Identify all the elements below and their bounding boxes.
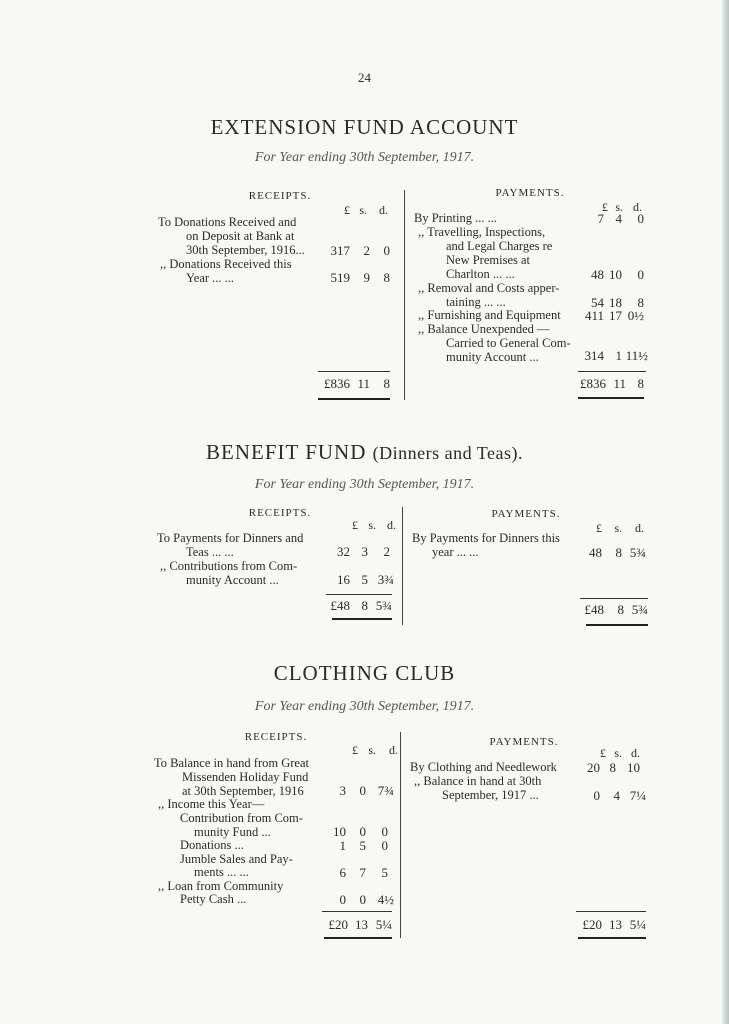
ben-p-total-double-rule	[586, 624, 648, 626]
clo-r-line-2: at 30th September, 1916	[182, 784, 304, 798]
ben-r-total-double-rule	[332, 618, 392, 620]
clo-r-line-7: Jumble Sales and Pay-	[180, 852, 293, 866]
ext-p-line-8: ,, Balance Unexpended —	[418, 322, 550, 336]
ben-r-total-rule	[326, 594, 392, 595]
clothing-payments-heading: PAYMENTS.	[489, 736, 559, 748]
extension-receipts-heading: RECEIPTS.	[248, 190, 312, 202]
clo-r-line-3: ,, Income this Year—	[158, 797, 265, 811]
ext-p-line-7: ,, Furnishing and Equipment	[418, 308, 561, 322]
clo-p-line-2: September, 1917 ...	[442, 788, 539, 802]
page-number: 24	[358, 70, 371, 85]
ext-r-line-4: Year ... ...	[186, 271, 235, 285]
benefit-period: For Year ending 30th September, 1917.	[254, 477, 475, 492]
clo-r-line-4: Contribution from Com-	[180, 811, 303, 825]
clo-r-total-double-rule	[324, 937, 392, 939]
clo-p-line-1: ,, Balance in hand at 30th	[414, 774, 542, 788]
clo-p-line-0: By Clothing and Needlework	[410, 760, 557, 774]
clothing-receipts-heading: RECEIPTS.	[244, 731, 308, 743]
benefit-title: BENEFIT FUND (Dinners and Teas).	[206, 440, 523, 464]
clo-r-line-8: ments ... ...	[194, 865, 249, 879]
ben-p-line-0: By Payments for Dinners this	[412, 531, 560, 545]
ext-p-line-9: Carried to General Com-	[446, 336, 571, 350]
clo-p-total-double-rule	[578, 937, 646, 939]
clo-r-line-0: To Balance in hand from Great	[154, 756, 309, 770]
clo-r-total-rule	[322, 911, 392, 912]
ext-p-line-6: taining ... ...	[446, 295, 506, 309]
ben-r-line-2: ,, Contributions from Com-	[160, 559, 298, 573]
benefit-payments-heading: PAYMENTS.	[491, 508, 561, 520]
ext-p-total-rule	[578, 371, 646, 372]
clo-r-line-5: munity Fund ...	[194, 825, 271, 839]
ext-r-total-double-rule	[318, 398, 390, 400]
extension-payments-heading: PAYMENTS.	[495, 187, 565, 199]
clo-r-line-6: Donations ...	[180, 838, 244, 852]
ben-r-line-0: To Payments for Dinners and	[157, 531, 304, 545]
ext-p-line-1: ,, Travelling, Inspections,	[418, 225, 546, 239]
ext-r-line-1: on Deposit at Bank at	[186, 229, 295, 243]
ext-p-line-10: munity Account ...	[446, 350, 539, 364]
ext-p-line-2: and Legal Charges re	[446, 239, 553, 253]
clothing-divider	[400, 732, 401, 938]
extension-title: EXTENSION FUND ACCOUNT	[210, 115, 519, 139]
ext-r-line-3: ,, Donations Received this	[160, 257, 292, 271]
ext-p-line-0: By Printing ... ...	[414, 211, 497, 225]
clo-p-total-rule	[576, 911, 646, 912]
benefit-divider	[402, 507, 403, 625]
clothing-period: For Year ending 30th September, 1917.	[254, 699, 475, 714]
ext-r-total-rule	[318, 371, 390, 372]
ext-p-line-3: New Premises at	[446, 253, 531, 267]
ben-r-line-1: Teas ... ...	[186, 545, 234, 559]
ext-p-line-5: ,, Removal and Costs apper-	[418, 281, 560, 295]
ben-p-total-rule	[580, 598, 648, 599]
ext-r-line-0: To Donations Received and	[158, 215, 297, 229]
ext-p-total-double-rule	[578, 397, 644, 399]
ext-p-line-4: Charlton ... ...	[446, 267, 515, 281]
clo-r-line-1: Missenden Holiday Fund	[182, 770, 309, 784]
clo-r-line-10: Petty Cash ...	[180, 892, 247, 906]
ben-p-line-1: year ... ...	[432, 545, 479, 559]
clo-r-line-9: ,, Loan from Community	[158, 879, 284, 893]
ben-r-line-3: munity Account ...	[186, 573, 279, 587]
clothing-title: CLOTHING CLUB	[273, 661, 456, 685]
extension-divider	[404, 190, 405, 400]
benefit-receipts-heading: RECEIPTS.	[248, 507, 312, 519]
extension-period: For Year ending 30th September, 1917.	[254, 150, 475, 165]
ext-r-line-2: 30th September, 1916...	[186, 243, 305, 257]
